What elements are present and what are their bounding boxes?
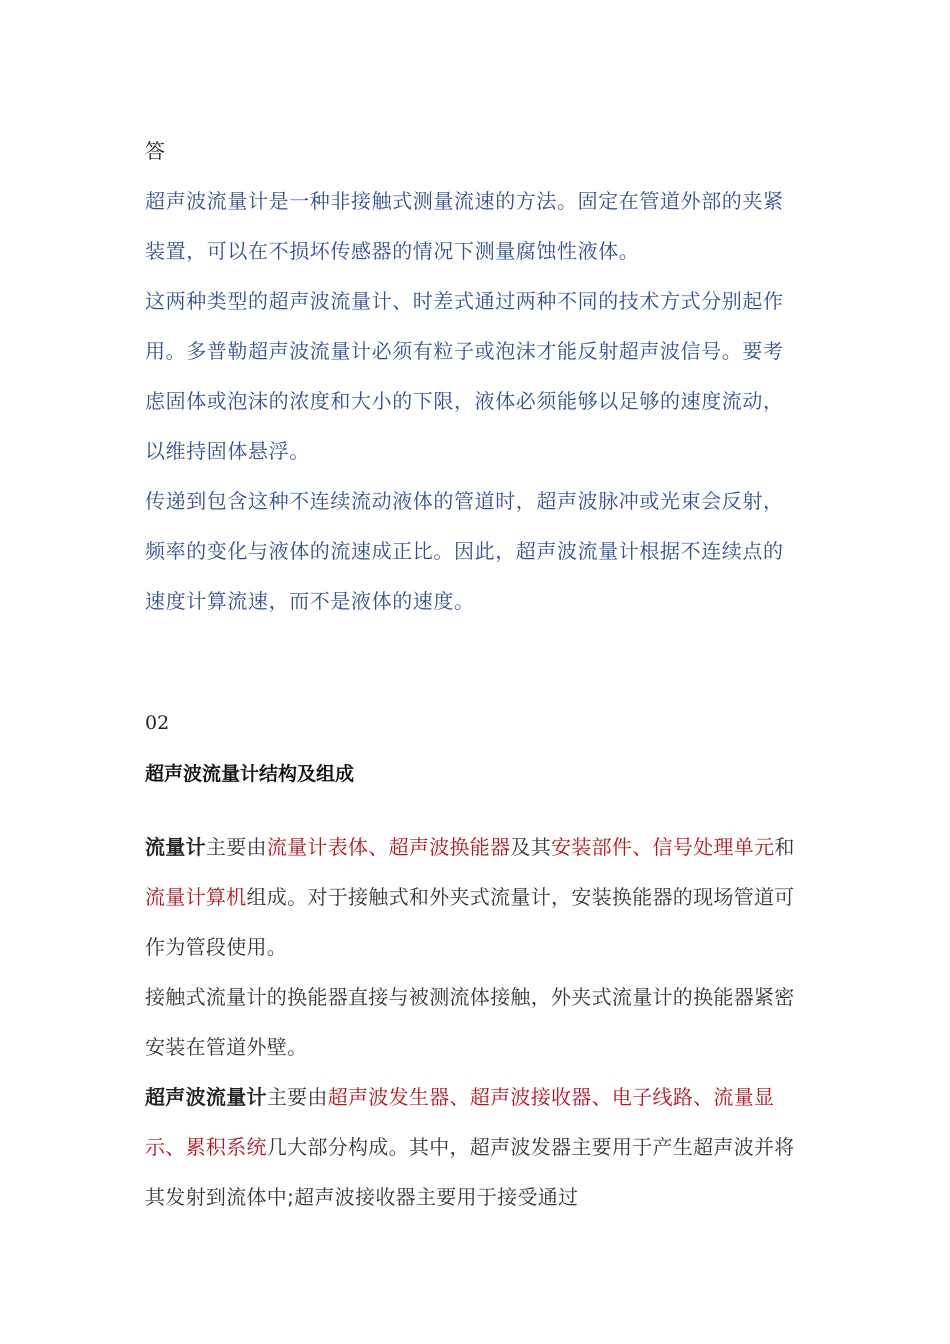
term-flowmeter: 流量计 <box>145 835 206 859</box>
structure-paragraph-3 <box>145 1072 805 1222</box>
text-fragment: 几大部分构成。其中，超声波发器主要用于产生超声波并将其发射到流体中;超声波接收器主要用于接受通过 <box>145 1135 795 1209</box>
text-fragment: 和 <box>774 835 795 859</box>
intro-section <box>145 176 800 626</box>
text-fragment: 主要由 <box>205 835 267 859</box>
term-ultrasonic-flowmeter: 超声波流量计 <box>145 1085 267 1109</box>
text-fragment: 组成。对于接触式和外夹式流量计，安装换能器的现场管道可作为管段使用。 <box>145 885 795 959</box>
intro-paragraph-3: 传递到包含这种不连续流动液体的管道时，超声波脉冲或光束会反射，频率的变化与液体的流速成正比。因此，超声波流量计根据不连续点的速度计算流速，而不是液体的速度。 <box>145 489 784 613</box>
answer-label: 答 <box>145 139 165 163</box>
highlight-parts-signal-unit: 安装部件、信号处理单元 <box>551 835 775 859</box>
section-title: 超声波流量计结构及组成 <box>145 763 355 785</box>
structure-paragraph-1 <box>145 822 805 972</box>
text-fragment: 及其 <box>510 835 552 859</box>
highlight-components: 超声波发生器、超声波接收器、电子线路、流量显示、累积系统 <box>145 1085 775 1159</box>
section-number: 02 <box>145 712 170 734</box>
intro-paragraph-1: 超声波流量计是一种非接触式测量流速的方法。固定在管道外部的夹紧装置，可以在不损坏传感器的情况下测量腐蚀性液体。 <box>145 189 784 263</box>
highlight-flow-computer: 流量计算机 <box>145 885 247 909</box>
structure-paragraph-2: 接触式流量计的换能器直接与被测流体接触，外夹式流量计的换能器紧密安装在管道外壁。 <box>145 985 795 1059</box>
structure-section <box>145 822 805 1222</box>
highlight-body-transducer: 流量计表体、超声波换能器 <box>266 835 511 859</box>
text-fragment: 主要由 <box>266 1085 328 1109</box>
intro-paragraph-2: 这两种类型的超声波流量计、时差式通过两种不同的技术方式分别起作用。多普勒超声波流量计必须有粒子或泡沫才能反射超声波信号。要考虑固体或泡沫的浓度和大小的下限，液体必须能够以足够的速度流动，以维持固体悬浮。 <box>145 289 784 463</box>
